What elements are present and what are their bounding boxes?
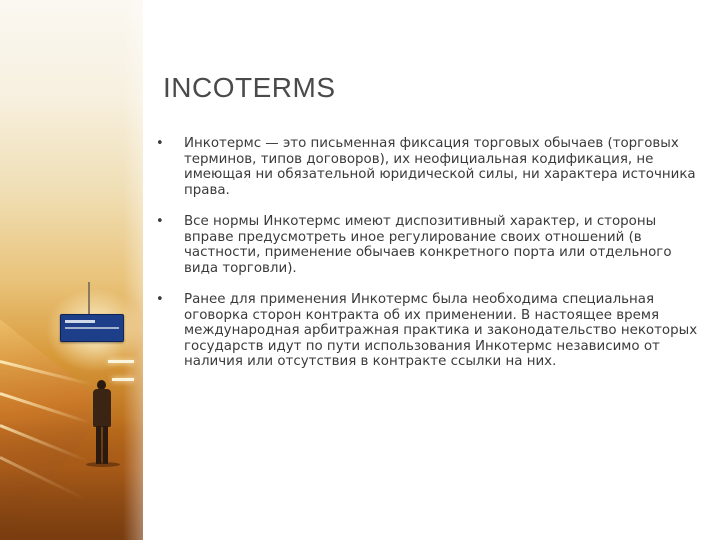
sign-pole bbox=[88, 282, 90, 314]
bullet-item bbox=[150, 136, 702, 198]
person-legs bbox=[96, 426, 108, 464]
person-body bbox=[93, 389, 111, 427]
bullet-dot-icon: • bbox=[156, 136, 164, 151]
platform-floor bbox=[0, 420, 143, 540]
bullet-item bbox=[150, 292, 702, 370]
bullet-list bbox=[150, 136, 702, 386]
bullet-text: Инкотермс — это письменная фиксация торговых обычаев (торговых терминов, типов договоров), их неофициальная кодификация, не имеющая ни обязательной юридической силы, ни характера источника права. bbox=[184, 136, 696, 198]
bullet-item bbox=[150, 214, 702, 276]
bullet-text: Ранее для применения Инкотермс была необходима специальная оговорка сторон контракта об их применении. В настоящее время международная арбитражная практика и законодательство некоторых государств идут по пути использования Инкотермс независимо от наличия или отсутствия в контракте ссылки на них. bbox=[184, 292, 698, 369]
bullet-text: Все нормы Инкотермс имеют диспозитивный характер, и стороны вправе предусмотреть иное регулирование своих отношений (в частности, применение обычаев конкретного порта или отдельного вида торговли). bbox=[184, 214, 672, 276]
slide-title: INCOTERMS bbox=[163, 72, 336, 103]
photo-edge-fade bbox=[123, 0, 143, 540]
subway-station-photo bbox=[0, 0, 143, 540]
person-shadow bbox=[86, 462, 120, 467]
bullet-dot-icon: • bbox=[156, 292, 164, 307]
bullet-dot-icon: • bbox=[156, 214, 164, 229]
platform-sign bbox=[60, 314, 124, 342]
